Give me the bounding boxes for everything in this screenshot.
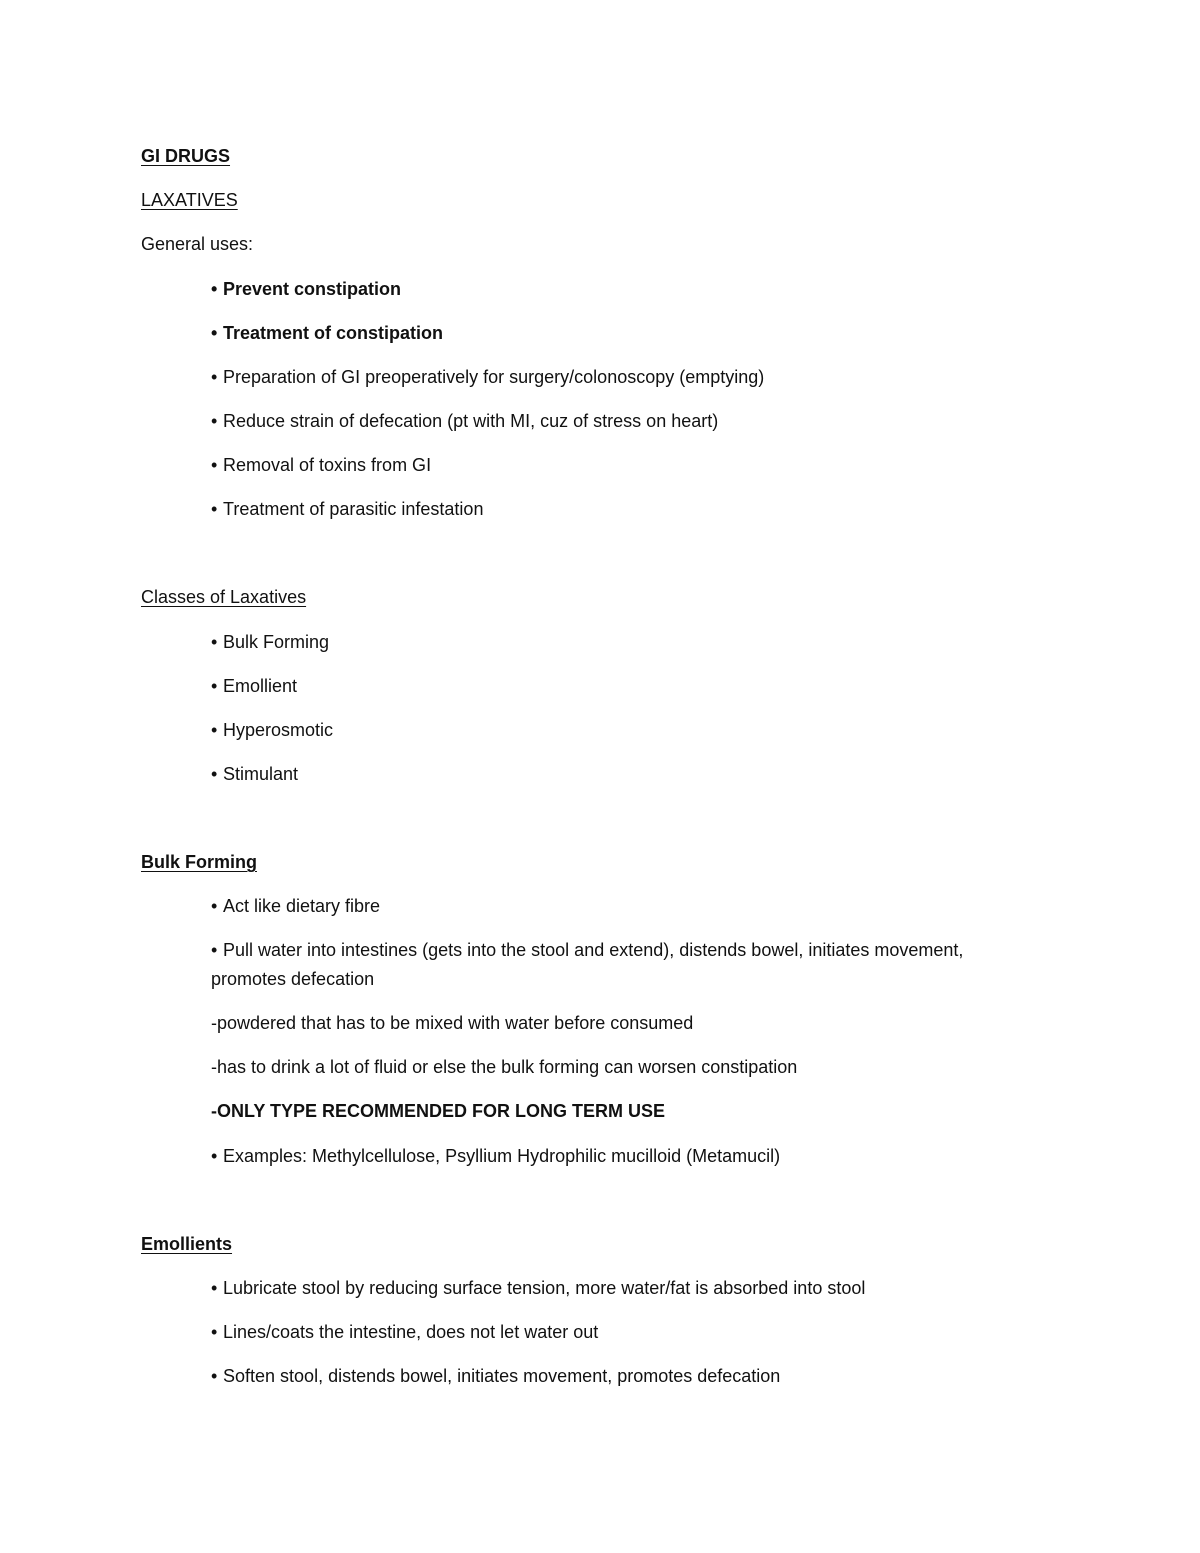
- list-item: • Reduce strain of defecation (pt with MI, cuz of stress on heart): [211, 411, 719, 431]
- list-item: • Emollient: [211, 676, 298, 696]
- list-item: • Lubricate stool by reducing surface tension, more water/fat is absorbed into stool: [211, 1278, 866, 1298]
- bullet-icon: •: [211, 411, 218, 431]
- bullet-icon: •: [211, 676, 218, 696]
- document-title: GI DRUGS: [141, 146, 231, 166]
- list-item: • Prevent constipation: [211, 279, 402, 299]
- classes-heading: Classes of Laxatives: [141, 587, 307, 607]
- note-line-emphasis: -ONLY TYPE RECOMMENDED FOR LONG TERM USE: [211, 1101, 666, 1121]
- list-item: • Preparation of GI preoperatively for surgery/colonoscopy (emptying): [211, 367, 765, 387]
- bulk-forming-heading: Bulk Forming: [141, 852, 257, 872]
- list-item: • Removal of toxins from GI: [211, 455, 432, 475]
- bullet-icon: •: [211, 1322, 218, 1342]
- list-item: • Act like dietary fibre: [211, 896, 381, 916]
- bullet-icon: •: [211, 632, 218, 652]
- general-uses-label: General uses:: [141, 234, 254, 254]
- bullet-icon: •: [211, 279, 218, 299]
- bullet-icon: •: [211, 455, 218, 475]
- bullet-icon: •: [211, 1278, 218, 1298]
- bullet-icon: •: [211, 1366, 218, 1386]
- bullet-icon: •: [211, 1146, 218, 1166]
- bullet-icon: •: [211, 323, 218, 343]
- list-item: • Treatment of constipation: [211, 323, 444, 343]
- list-item: • Soften stool, distends bowel, initiates movement, promotes defecation: [211, 1366, 781, 1386]
- note-line: -has to drink a lot of fluid or else the bulk forming can worsen constipation: [211, 1057, 798, 1077]
- list-item-continuation: promotes defecation: [211, 969, 375, 989]
- list-item: • Bulk Forming: [211, 632, 330, 652]
- list-item: • Pull water into intestines (gets into the stool and extend), distends bowel, initiates movement,: [211, 940, 964, 960]
- bullet-icon: •: [211, 720, 218, 740]
- note-line: -powdered that has to be mixed with water before consumed: [211, 1013, 694, 1033]
- bullet-icon: •: [211, 896, 218, 916]
- list-item: • Lines/coats the intestine, does not let water out: [211, 1322, 599, 1342]
- bullet-icon: •: [211, 764, 218, 784]
- list-item: • Stimulant: [211, 764, 299, 784]
- bullet-icon: •: [211, 367, 218, 387]
- list-item: • Treatment of parasitic infestation: [211, 499, 484, 519]
- list-item: • Hyperosmotic: [211, 720, 334, 740]
- bullet-icon: •: [211, 940, 218, 960]
- list-item: • Examples: Methylcellulose, Psyllium Hydrophilic mucilloid (Metamucil): [211, 1146, 781, 1166]
- emollients-heading: Emollients: [141, 1234, 233, 1254]
- bullet-icon: •: [211, 499, 218, 519]
- laxatives-heading: LAXATIVES: [141, 190, 238, 210]
